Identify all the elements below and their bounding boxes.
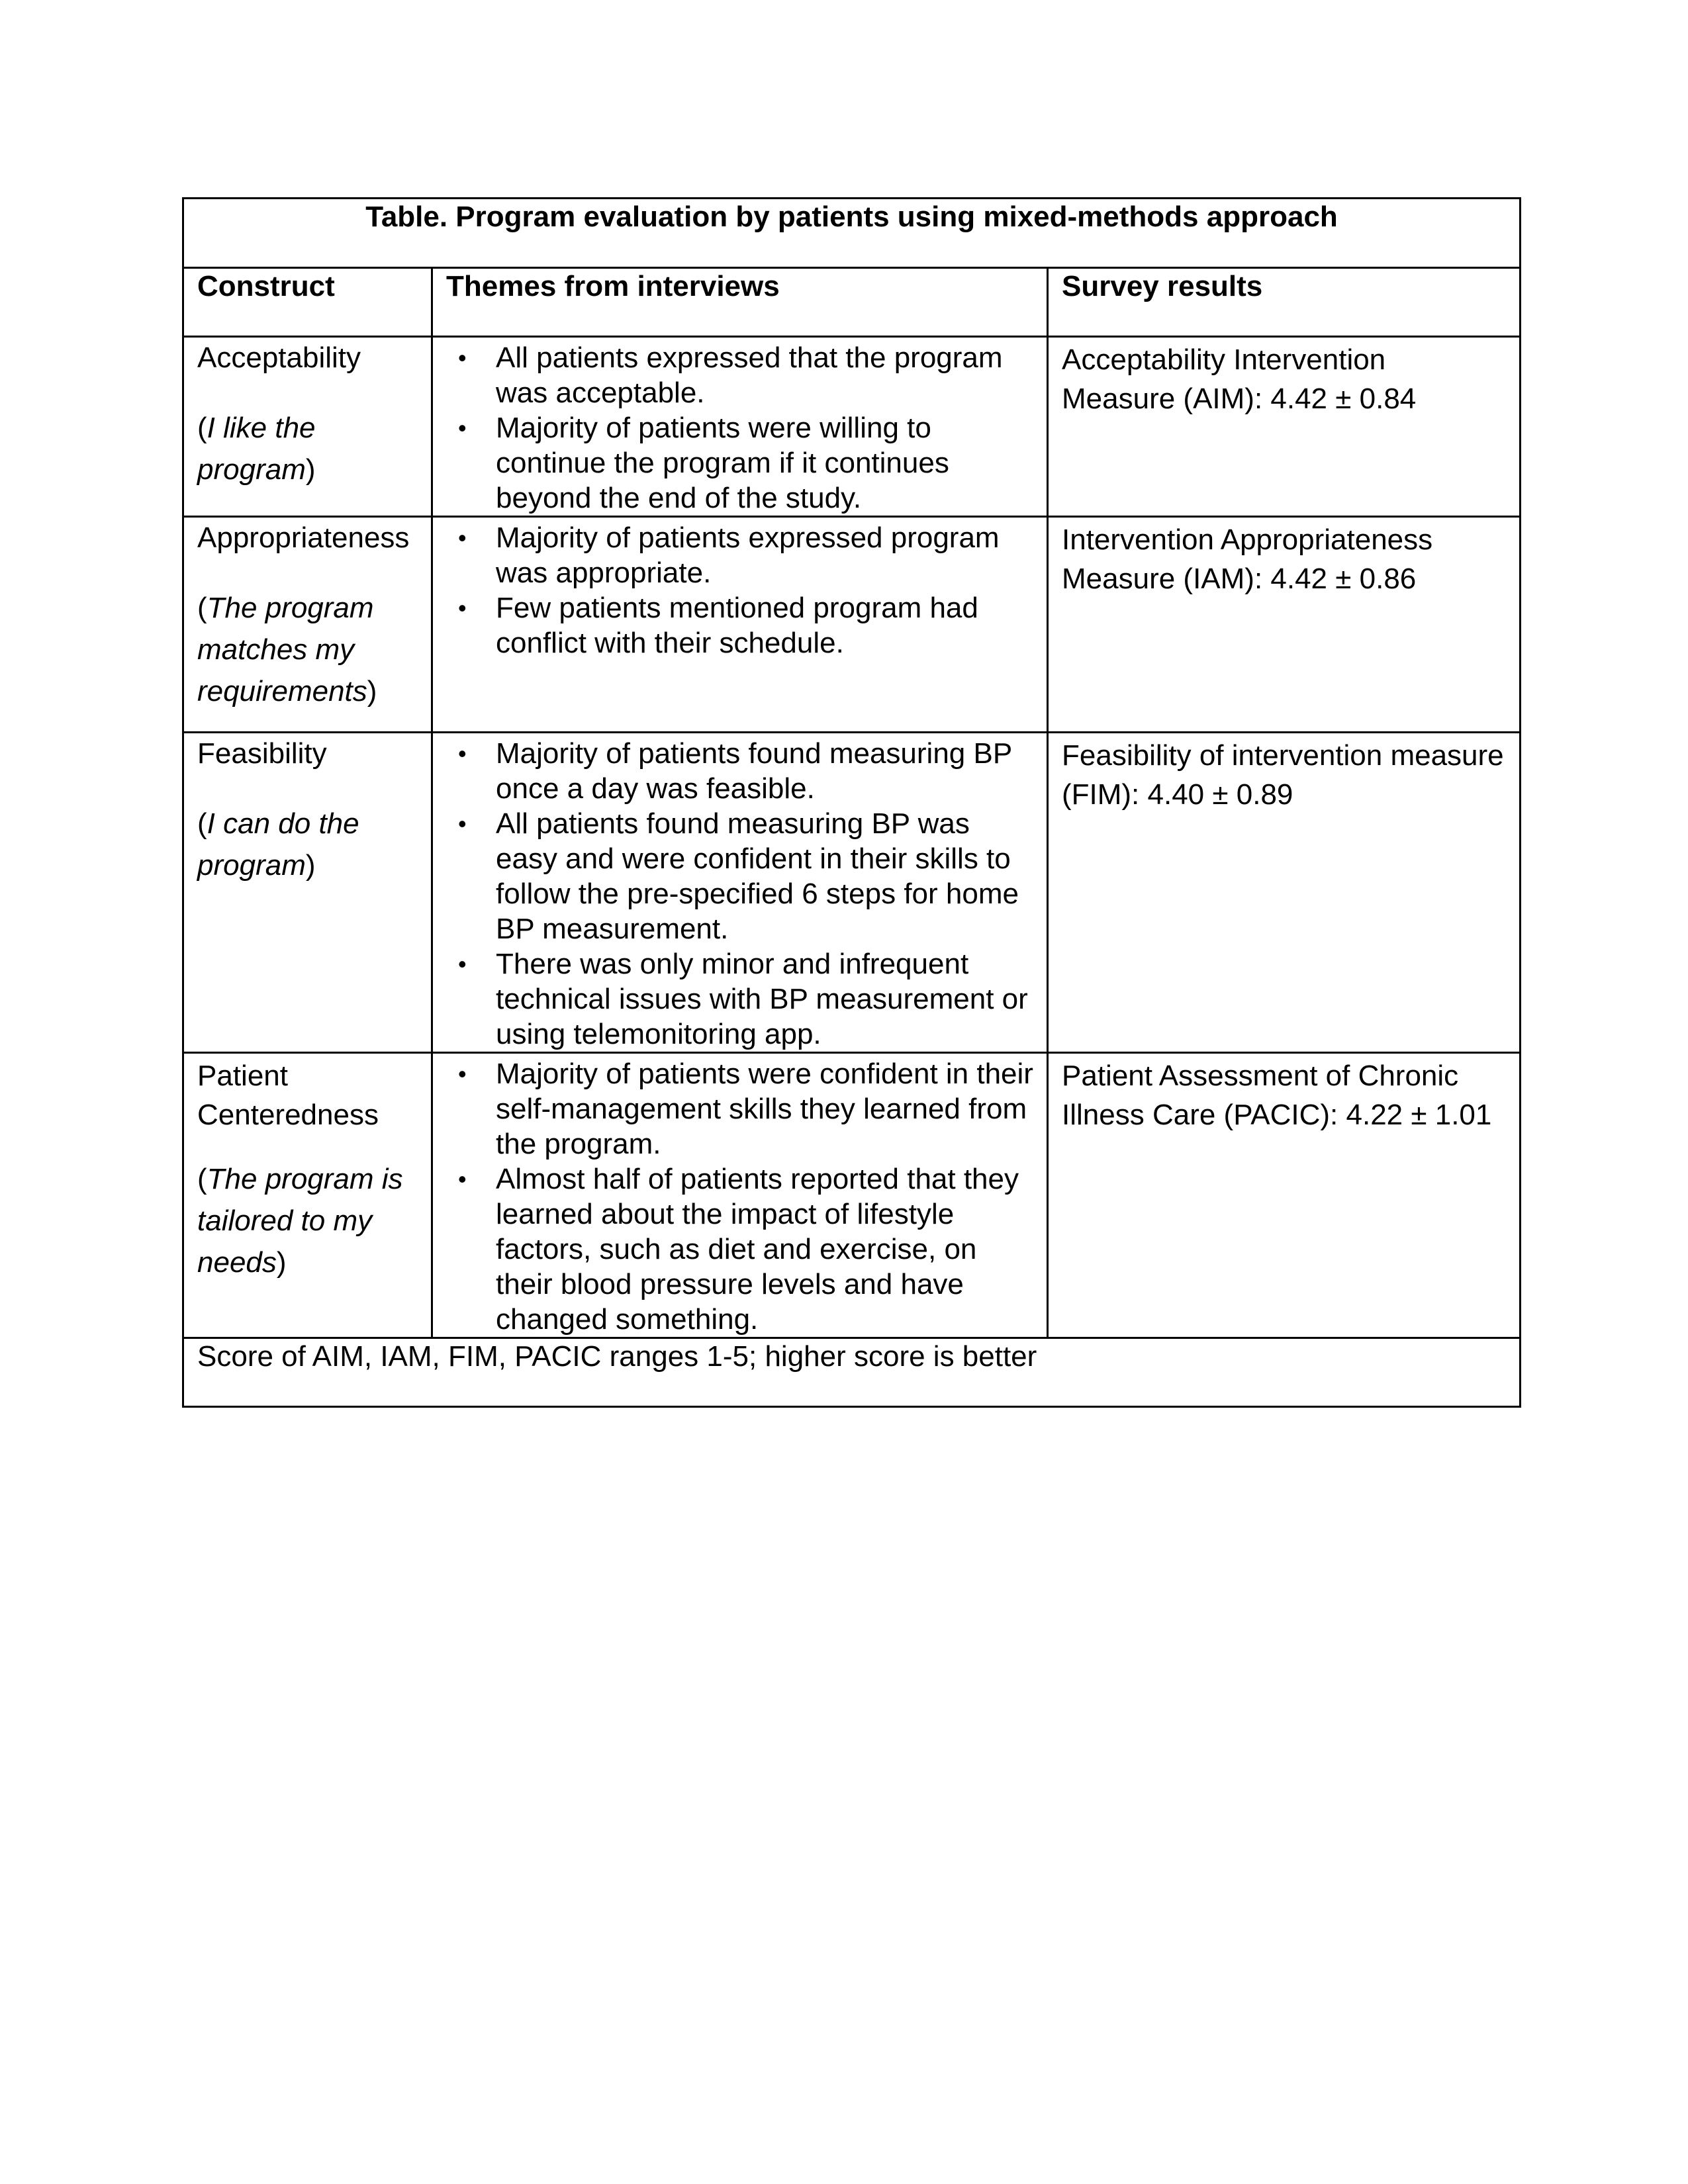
list-item	[446, 736, 1039, 806]
survey-cell: Patient Assessment of Chronic Illness Care (PACIC): 4.22 ± 1.01	[1048, 1053, 1521, 1338]
bullet-icon: •	[458, 950, 467, 978]
bullet-icon: •	[458, 810, 467, 837]
themes-cell	[432, 1053, 1048, 1338]
construct-description-text: The program is tailored to my needs	[197, 1163, 403, 1279]
themes-cell	[432, 517, 1048, 733]
theme-text: Majority of patients were confident in their self-management skills they learned from the program.	[496, 1058, 1033, 1160]
table-row	[183, 1053, 1521, 1338]
theme-text: All patients expressed that the program was acceptable.	[496, 341, 1003, 409]
bullet-icon: •	[458, 524, 467, 551]
construct-cell	[183, 337, 432, 517]
themes-list	[446, 1056, 1039, 1337]
construct-name: Feasibility	[197, 737, 327, 770]
bullet-icon: •	[458, 1165, 467, 1193]
table-header-row	[183, 268, 1521, 337]
themes-list	[446, 736, 1039, 1052]
theme-text: Almost half of patients reported that they learned about the impact of lifestyle factors, such as diet and exercise, on their blood pressure levels and have changed something.	[496, 1163, 1019, 1336]
bullet-icon: •	[458, 344, 467, 371]
construct-description-text: I like the program	[197, 412, 316, 486]
list-item	[446, 410, 1039, 516]
bullet-icon: •	[458, 1060, 467, 1087]
construct-description: (The program matches my requirements)	[197, 592, 377, 707]
theme-text: There was only minor and infrequent technical issues with BP measurement or using telemonitoring app.	[496, 948, 1028, 1050]
construct-name: Acceptability	[197, 341, 361, 374]
construct-description: (I like the program)	[197, 412, 316, 486]
theme-text: Majority of patients found measuring BP once a day was feasible.	[496, 737, 1012, 805]
evaluation-table	[182, 197, 1521, 1408]
table-row	[183, 517, 1521, 733]
list-item	[446, 520, 1039, 590]
construct-name: Patient Centeredness	[197, 1060, 379, 1131]
list-item	[446, 1056, 1039, 1161]
list-item	[446, 946, 1039, 1052]
construct-description-text: The program matches my requirements	[197, 592, 374, 707]
themes-list	[446, 340, 1039, 516]
table-row	[183, 733, 1521, 1053]
list-item	[446, 590, 1039, 660]
themes-cell	[432, 337, 1048, 517]
theme-text: Majority of patients expressed program was appropriate.	[496, 522, 1000, 589]
table-title: Table. Program evaluation by patients using mixed-methods approach	[183, 199, 1521, 268]
header-themes: Themes from interviews	[432, 268, 1048, 337]
construct-description-text: I can do the program	[197, 807, 359, 882]
survey-cell: Intervention Appropriateness Measure (IAM): 4.42 ± 0.86	[1048, 517, 1521, 733]
survey-cell: Acceptability Intervention Measure (AIM): 4.42 ± 0.84	[1048, 337, 1521, 517]
bullet-icon: •	[458, 594, 467, 621]
construct-cell	[183, 517, 432, 733]
survey-cell: Feasibility of intervention measure (FIM): 4.40 ± 0.89	[1048, 733, 1521, 1053]
construct-description: (The program is tailored to my needs)	[197, 1163, 403, 1279]
bullet-icon: •	[458, 740, 467, 767]
table-footnote: Score of AIM, IAM, FIM, PACIC ranges 1-5; higher score is better	[183, 1338, 1521, 1407]
construct-cell	[183, 1053, 432, 1338]
construct-cell	[183, 733, 432, 1053]
themes-cell	[432, 733, 1048, 1053]
table-row	[183, 337, 1521, 517]
list-item	[446, 1161, 1039, 1337]
theme-text: All patients found measuring BP was easy and were confident in their skills to follow the pre-specified 6 steps for home BP measurement.	[496, 807, 1019, 945]
construct-name: Appropriateness	[197, 522, 410, 554]
list-item	[446, 340, 1039, 410]
header-survey: Survey results	[1048, 268, 1521, 337]
construct-description: (I can do the program)	[197, 807, 359, 882]
themes-list	[446, 520, 1039, 660]
theme-text: Majority of patients were willing to continue the program if it continues beyond the end of the study.	[496, 412, 949, 514]
list-item	[446, 806, 1039, 946]
bullet-icon: •	[458, 414, 467, 441]
header-construct: Construct	[183, 268, 432, 337]
theme-text: Few patients mentioned program had conflict with their schedule.	[496, 592, 978, 659]
